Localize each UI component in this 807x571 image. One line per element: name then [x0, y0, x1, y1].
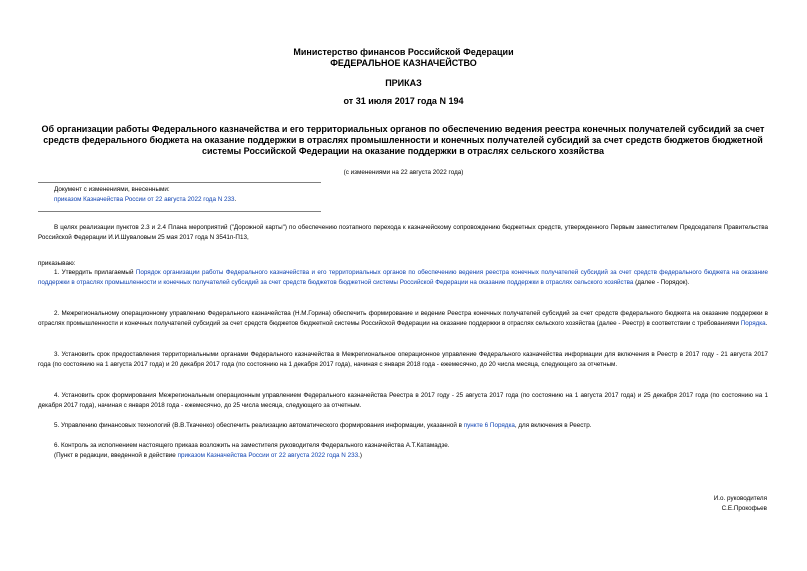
paragraph-4: 4. Установить срок формирования Межрегиональным операционным управлением Федерального казначейства Реестра в 2017 году - 25 августа 2017 года (по состоянию на 1 августа 2017 года) и 25 декабря 2017 года (по состоянию на 1 декабря 2017 года), начиная с января 2018 года - ежемесячно, до 25 числа месяца, следующего за отчетным.	[38, 392, 768, 409]
intro-paragraph: В целях реализации пунктов 2.3 и 2.4 Плана мероприятий ("Дорожной карты") по обеспечению поэтапного перехода к казначейскому сопровождению бюджетных средств, утвержденного Первым заместителем Председателя Правительства Российской Федерации И.И.Шуваловым 25 мая 2017 года N 3541п-П13,	[38, 224, 768, 241]
paragraph-3: 3. Установить срок предоставления территориальными органами Федерального казначейства в Межрегиональное операционное управление Федерального казначейства информации для включения в Реестр в 2017 году - 21 августа 2017 года (по состоянию на 1 августа 2017 года) и 20 декабря 2017 года (по состоянию на 1 декабря 2017 года), начиная с января 2018 года - ежемесячно, до 20 числа месяца, следующего за отчетным.	[38, 351, 768, 368]
paragraph-6-edition-note: (Пункт в редакции, введенной в действие приказом Казначейства России от 22 августа 2022 года N 233.)	[54, 452, 362, 459]
edition-order-link[interactable]: приказом Казначейства России от 22 августа 2022 года N 233	[177, 452, 359, 459]
paragraph-1: 1. Утвердить прилагаемый Порядок организации работы Федерального казначейства и его территориальных органов по обеспечению ведения реестра конечных получателей субсидий за счет средств федерального бюджета на оказание поддержки в отраслях промышленности и конечных получателей субсидий за счет средств бюджетов бюджетной системы Российской Федерации на оказание поддержки в отраслях сельского хозяйства (далее - Порядок).	[38, 269, 769, 286]
paragraph-5: 5. Управлению финансовых технологий (В.В.Ткаченко) обеспечить реализацию автоматического формирования информации, указанной в пункте 6 Порядка, для включения в Реестр.	[54, 422, 592, 429]
procedure-requirements-link[interactable]: Порядка	[740, 319, 766, 327]
changes-box-bottom-rule	[38, 211, 321, 212]
amending-order-link[interactable]: приказом Казначейства России от 22 августа 2022 года N 233	[54, 195, 235, 203]
ministry-name: Министерство финансов Российской Федерации	[293, 47, 514, 57]
paragraph-6: 6. Контроль за исполнением настоящего приказа возложить на заместителя руководителя Федерального казначейства А.Т.Катамадзе.	[54, 442, 450, 449]
procedure-clause-6-link[interactable]: пункте 6 Порядка	[463, 422, 515, 429]
agency-name: ФЕДЕРАЛЬНОЕ КАЗНАЧЕЙСТВО	[330, 58, 477, 68]
paragraph-2: 2. Межрегиональному операционному управлению Федерального казначейства (Н.М.Горина) обеспечить формирование и ведение Реестра конечных получателей субсидий за счет средств федерального бюджета на оказание поддержки в отраслях промышленности и конечных получателей субсидий за счет средств бюджетов бюджетной системы Российской Федерации на оказание поддержки в отраслях сельского хозяйства (далее - Реестр) в соответствии с требованиями Порядка.	[38, 310, 768, 327]
changes-box-entry: приказом Казначейства России от 22 августа 2022 года N 233.	[54, 195, 237, 203]
changes-box-caption: Документ с изменениями, внесенными:	[54, 186, 170, 193]
order-verb: приказываю:	[38, 260, 76, 267]
signatory-role: И.о. руководителя	[713, 495, 767, 502]
document-date-number: от 31 июля 2017 года N 194	[343, 96, 464, 106]
amendment-note: (с изменениями на 22 августа 2022 года)	[343, 169, 464, 176]
changes-box	[54, 185, 354, 204]
procedure-link[interactable]: Порядок организации работы Федерального казначейства и его территориальных органов по обеспечению ведения реестра конечных получателей субсидий за счет средств федерального бюджета на оказание поддержки в отраслях промышленности и конечных получателей субсидий за счет средств бюджетов бюджетной системы Российской Федерации на оказание поддержки в отраслях сельского хозяйства	[38, 269, 769, 286]
changes-box-top-rule	[38, 182, 321, 183]
signatory-name: С.Е.Прокофьев	[721, 505, 767, 512]
document-title: Об организации работы Федерального казначейства и его территориальных органов по обеспечению ведения реестра конечных получателей субсидий за счет средств федерального бюджета на оказание поддержки в отраслях промышленности и конечных получателей субсидий за счет средств бюджетов бюджетной системы Российской Федерации на оказание поддержки в отраслях сельского хозяйства	[41, 124, 765, 156]
document-type: ПРИКАЗ	[385, 78, 422, 88]
